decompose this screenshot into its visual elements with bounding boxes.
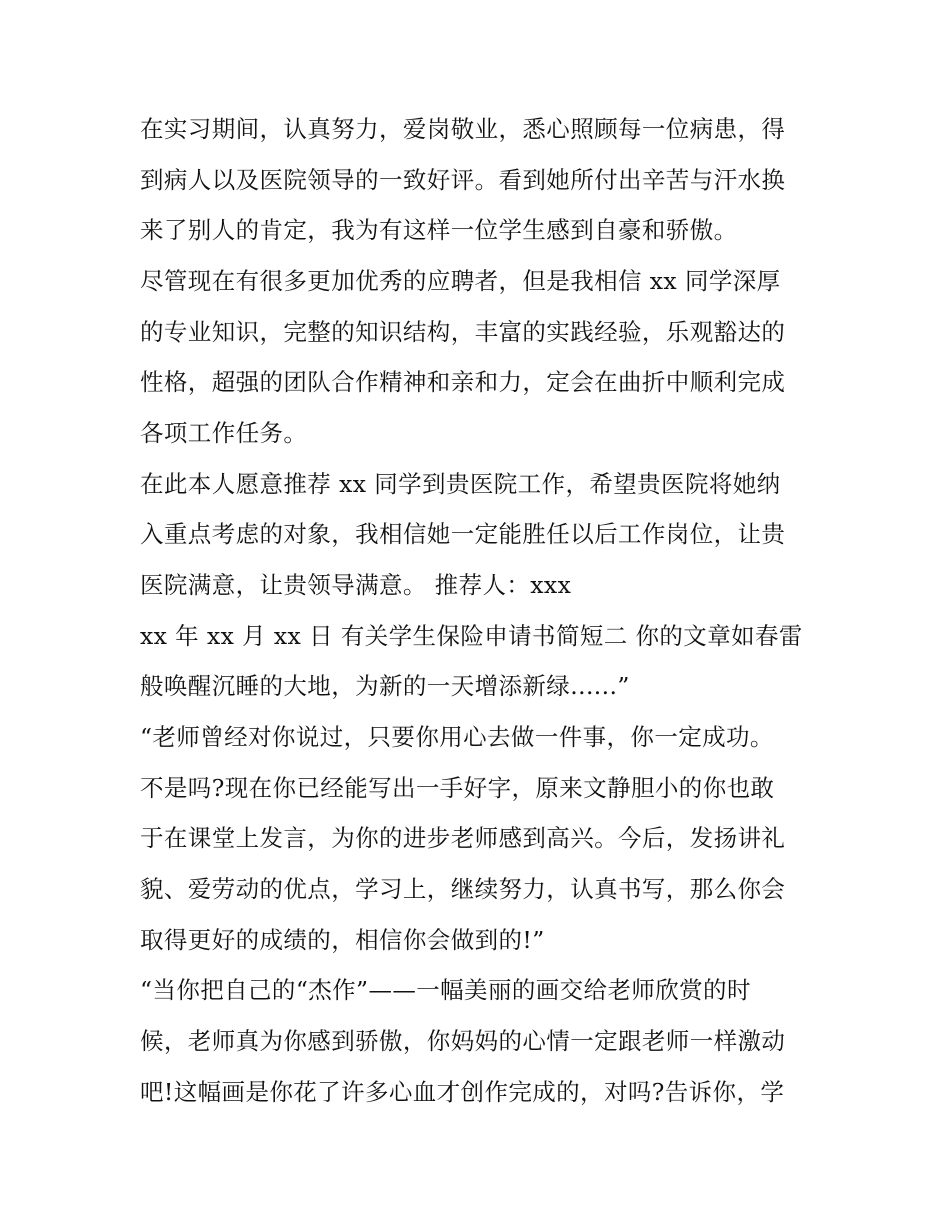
text-line: 于在课堂上发言，为你的进步老师感到高兴。今后，发扬讲礼 <box>140 824 786 852</box>
text-line: 在实习期间，认真努力，爱岗敬业，悉心照顾每一位病患，得 <box>140 115 786 143</box>
text-line: 尽管现在有很多更加优秀的应聘者，但是我相信 xx 同学深厚 <box>140 267 781 295</box>
text-line: 的专业知识，完整的知识结构，丰富的实践经验，乐观豁达的 <box>140 318 786 346</box>
text-line: 各项工作任务。 <box>140 419 308 447</box>
text-line: “老师曾经对你说过，只要你用心去做一件事，你一定成功。 <box>140 723 774 751</box>
text-line: 貌、爱劳动的优点，学习上，继续努力，认真书写，那么你会 <box>140 875 786 903</box>
text-line: 候，老师真为你感到骄傲，你妈妈的心情一定跟老师一样激动 <box>140 1027 786 1055</box>
text-line: 来了别人的肯定，我为有这样一位学生感到自豪和骄傲。 <box>140 216 738 244</box>
text-line: xx 年 xx 月 xx 日 有关学生保险申请书简短二 你的文章如春雷 <box>140 622 803 650</box>
text-line: 入重点考虑的对象，我相信她一定能胜任以后工作岗位，让贵 <box>140 520 786 548</box>
text-line: 取得更好的成绩的，相信你会做到的!” <box>140 926 545 954</box>
text-line: 不是吗?现在你已经能写出一手好字，原来文静胆小的你也敢 <box>140 774 775 802</box>
text-line: 在此本人愿意推荐 xx 同学到贵医院工作，希望贵医院将她纳 <box>140 470 781 498</box>
text-line: 吧!这幅画是你花了许多心血才创作完成的，对吗?告诉你，学 <box>140 1078 785 1106</box>
text-line: “当你把自己的“杰作”——一幅美丽的画交给老师欣赏的时 <box>140 976 751 1004</box>
text-line: 般唤醒沉睡的大地，为新的一天增添新绿......” <box>140 672 630 700</box>
text-line: 到病人以及医院领导的一致好评。看到她所付出辛苦与汗水换 <box>140 166 786 194</box>
text-line: 性格，超强的团队合作精神和亲和力，定会在曲折中顺利完成 <box>140 368 786 396</box>
text-line: 医院满意，让贵领导满意。 推荐人：xxx <box>140 571 572 599</box>
